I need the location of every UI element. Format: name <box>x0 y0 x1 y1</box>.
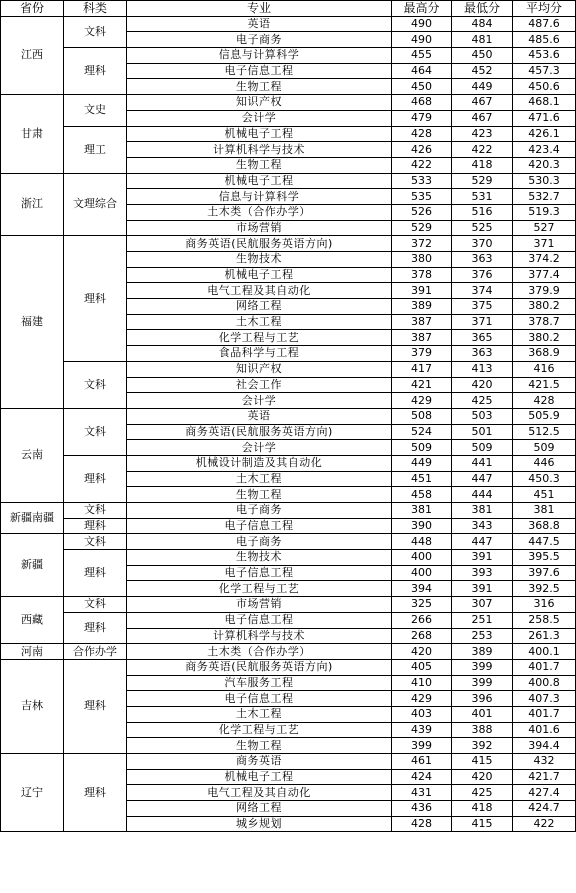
max-score-cell: 450 <box>392 79 452 95</box>
category-cell: 理科 <box>64 612 127 643</box>
major-cell: 机械设计制造及其自动化 <box>127 455 392 471</box>
table-row <box>1 597 576 613</box>
avg-score-cell: 519.3 <box>513 204 576 220</box>
max-score-cell: 426 <box>392 142 452 158</box>
min-score-cell: 452 <box>452 63 513 79</box>
max-score-cell: 394 <box>392 581 452 597</box>
category-cell: 理科 <box>64 659 127 753</box>
max-score-cell: 533 <box>392 173 452 189</box>
min-score-cell: 509 <box>452 440 513 456</box>
province-cell: 西藏 <box>1 597 64 644</box>
province-cell: 福建 <box>1 236 64 409</box>
major-cell: 网络工程 <box>127 801 392 817</box>
major-cell: 计算机科学与技术 <box>127 628 392 644</box>
avg-score-cell: 392.5 <box>513 581 576 597</box>
avg-score-cell: 509 <box>513 440 576 456</box>
province-cell: 吉林 <box>1 659 64 753</box>
major-cell: 机械电子工程 <box>127 173 392 189</box>
min-score-cell: 371 <box>452 314 513 330</box>
avg-score-cell: 512.5 <box>513 424 576 440</box>
major-cell: 知识产权 <box>127 361 392 377</box>
avg-score-cell: 407.3 <box>513 691 576 707</box>
min-score-cell: 401 <box>452 706 513 722</box>
avg-score-cell: 424.7 <box>513 801 576 817</box>
avg-score-cell: 485.6 <box>513 32 576 48</box>
table-row <box>1 95 576 111</box>
avg-score-cell: 316 <box>513 597 576 613</box>
table-row <box>1 503 576 519</box>
avg-score-cell: 374.2 <box>513 252 576 268</box>
max-score-cell: 380 <box>392 252 452 268</box>
category-cell: 文科 <box>64 534 127 550</box>
min-score-cell: 467 <box>452 110 513 126</box>
province-cell: 辽宁 <box>1 754 64 832</box>
min-score-cell: 481 <box>452 32 513 48</box>
table-row <box>1 173 576 189</box>
avg-score-cell: 428 <box>513 393 576 409</box>
avg-score-cell: 420.3 <box>513 157 576 173</box>
major-cell: 商务英语(民航服务英语方向) <box>127 424 392 440</box>
min-score-cell: 425 <box>452 785 513 801</box>
max-score-cell: 439 <box>392 722 452 738</box>
avg-score-cell: 261.3 <box>513 628 576 644</box>
major-cell: 商务英语(民航服务英语方向) <box>127 659 392 675</box>
min-score-cell: 467 <box>452 95 513 111</box>
major-cell: 英语 <box>127 408 392 424</box>
min-score-cell: 251 <box>452 612 513 628</box>
max-score-cell: 410 <box>392 675 452 691</box>
category-cell: 文科 <box>64 597 127 613</box>
table-row <box>1 754 576 770</box>
max-score-cell: 422 <box>392 157 452 173</box>
max-score-cell: 455 <box>392 48 452 64</box>
min-score-cell: 389 <box>452 644 513 660</box>
min-score-cell: 391 <box>452 581 513 597</box>
major-cell: 信息与计算科学 <box>127 189 392 205</box>
avg-score-cell: 368.9 <box>513 346 576 362</box>
header-avg-score: 平均分 <box>513 1 576 17</box>
max-score-cell: 420 <box>392 644 452 660</box>
max-score-cell: 429 <box>392 691 452 707</box>
avg-score-cell: 421.7 <box>513 769 576 785</box>
min-score-cell: 531 <box>452 189 513 205</box>
max-score-cell: 524 <box>392 424 452 440</box>
max-score-cell: 479 <box>392 110 452 126</box>
max-score-cell: 436 <box>392 801 452 817</box>
min-score-cell: 413 <box>452 361 513 377</box>
min-score-cell: 425 <box>452 393 513 409</box>
category-cell: 文科 <box>64 361 127 408</box>
max-score-cell: 429 <box>392 393 452 409</box>
major-cell: 电子信息工程 <box>127 63 392 79</box>
major-cell: 电子信息工程 <box>127 518 392 534</box>
min-score-cell: 415 <box>452 754 513 770</box>
min-score-cell: 388 <box>452 722 513 738</box>
major-cell: 电子信息工程 <box>127 612 392 628</box>
category-cell: 合作办学 <box>64 644 127 660</box>
category-cell: 文科 <box>64 16 127 47</box>
category-cell: 理科 <box>64 550 127 597</box>
min-score-cell: 393 <box>452 565 513 581</box>
major-cell: 生物工程 <box>127 79 392 95</box>
avg-score-cell: 377.4 <box>513 267 576 283</box>
max-score-cell: 400 <box>392 565 452 581</box>
avg-score-cell: 258.5 <box>513 612 576 628</box>
min-score-cell: 399 <box>452 675 513 691</box>
table-row <box>1 455 576 471</box>
avg-score-cell: 401.6 <box>513 722 576 738</box>
max-score-cell: 372 <box>392 236 452 252</box>
table-row <box>1 16 576 32</box>
avg-score-cell: 423.4 <box>513 142 576 158</box>
min-score-cell: 444 <box>452 487 513 503</box>
min-score-cell: 392 <box>452 738 513 754</box>
avg-score-cell: 527 <box>513 220 576 236</box>
major-cell: 商务英语(民航服务英语方向) <box>127 236 392 252</box>
major-cell: 社会工作 <box>127 377 392 393</box>
min-score-cell: 374 <box>452 283 513 299</box>
max-score-cell: 428 <box>392 126 452 142</box>
min-score-cell: 415 <box>452 816 513 832</box>
min-score-cell: 399 <box>452 659 513 675</box>
min-score-cell: 418 <box>452 801 513 817</box>
major-cell: 机械电子工程 <box>127 769 392 785</box>
major-cell: 市场营销 <box>127 597 392 613</box>
major-cell: 化学工程与工艺 <box>127 722 392 738</box>
max-score-cell: 268 <box>392 628 452 644</box>
max-score-cell: 391 <box>392 283 452 299</box>
major-cell: 土木工程 <box>127 314 392 330</box>
major-cell: 汽车服务工程 <box>127 675 392 691</box>
max-score-cell: 529 <box>392 220 452 236</box>
table-row <box>1 48 576 64</box>
category-cell: 文理综合 <box>64 173 127 236</box>
major-cell: 机械电子工程 <box>127 267 392 283</box>
header-major: 专业 <box>127 1 392 17</box>
category-cell: 文科 <box>64 503 127 519</box>
max-score-cell: 266 <box>392 612 452 628</box>
min-score-cell: 447 <box>452 534 513 550</box>
table-row <box>1 534 576 550</box>
major-cell: 土木类（合作办学） <box>127 644 392 660</box>
min-score-cell: 447 <box>452 471 513 487</box>
avg-score-cell: 397.6 <box>513 565 576 581</box>
max-score-cell: 448 <box>392 534 452 550</box>
table-row <box>1 659 576 675</box>
province-cell: 新疆 <box>1 534 64 597</box>
min-score-cell: 253 <box>452 628 513 644</box>
avg-score-cell: 394.4 <box>513 738 576 754</box>
table-row <box>1 550 576 566</box>
max-score-cell: 464 <box>392 63 452 79</box>
max-score-cell: 379 <box>392 346 452 362</box>
min-score-cell: 516 <box>452 204 513 220</box>
header-province: 省份 <box>1 1 64 17</box>
min-score-cell: 376 <box>452 267 513 283</box>
min-score-cell: 343 <box>452 518 513 534</box>
major-cell: 土木工程 <box>127 471 392 487</box>
major-cell: 市场营销 <box>127 220 392 236</box>
table-row <box>1 408 576 424</box>
table-body <box>1 16 576 832</box>
max-score-cell: 451 <box>392 471 452 487</box>
province-cell: 河南 <box>1 644 64 660</box>
min-score-cell: 363 <box>452 346 513 362</box>
max-score-cell: 424 <box>392 769 452 785</box>
table-row <box>1 612 576 628</box>
avg-score-cell: 446 <box>513 455 576 471</box>
category-cell: 理科 <box>64 236 127 362</box>
header-max-score: 最高分 <box>392 1 452 17</box>
min-score-cell: 529 <box>452 173 513 189</box>
table-row <box>1 518 576 534</box>
major-cell: 生物工程 <box>127 157 392 173</box>
major-cell: 计算机科学与技术 <box>127 142 392 158</box>
category-cell: 理工 <box>64 126 127 173</box>
major-cell: 生物技术 <box>127 550 392 566</box>
avg-score-cell: 421.5 <box>513 377 576 393</box>
major-cell: 电气工程及其自动化 <box>127 283 392 299</box>
avg-score-cell: 400.8 <box>513 675 576 691</box>
max-score-cell: 400 <box>392 550 452 566</box>
avg-score-cell: 427.4 <box>513 785 576 801</box>
category-cell: 理科 <box>64 48 127 95</box>
avg-score-cell: 368.8 <box>513 518 576 534</box>
min-score-cell: 396 <box>452 691 513 707</box>
major-cell: 土木类（合作办学） <box>127 204 392 220</box>
avg-score-cell: 487.6 <box>513 16 576 32</box>
header-min-score: 最低分 <box>452 1 513 17</box>
category-cell: 文科 <box>64 408 127 455</box>
avg-score-cell: 468.1 <box>513 95 576 111</box>
max-score-cell: 428 <box>392 816 452 832</box>
max-score-cell: 449 <box>392 455 452 471</box>
avg-score-cell: 400.1 <box>513 644 576 660</box>
avg-score-cell: 378.7 <box>513 314 576 330</box>
min-score-cell: 422 <box>452 142 513 158</box>
avg-score-cell: 450.6 <box>513 79 576 95</box>
max-score-cell: 325 <box>392 597 452 613</box>
avg-score-cell: 416 <box>513 361 576 377</box>
major-cell: 生物工程 <box>127 738 392 754</box>
min-score-cell: 423 <box>452 126 513 142</box>
min-score-cell: 420 <box>452 377 513 393</box>
max-score-cell: 421 <box>392 377 452 393</box>
max-score-cell: 490 <box>392 32 452 48</box>
min-score-cell: 450 <box>452 48 513 64</box>
major-cell: 会计学 <box>127 393 392 409</box>
max-score-cell: 389 <box>392 299 452 315</box>
max-score-cell: 387 <box>392 330 452 346</box>
max-score-cell: 468 <box>392 95 452 111</box>
max-score-cell: 405 <box>392 659 452 675</box>
category-cell: 理科 <box>64 455 127 502</box>
max-score-cell: 461 <box>392 754 452 770</box>
max-score-cell: 431 <box>392 785 452 801</box>
min-score-cell: 418 <box>452 157 513 173</box>
max-score-cell: 387 <box>392 314 452 330</box>
table-row <box>1 644 576 660</box>
max-score-cell: 526 <box>392 204 452 220</box>
avg-score-cell: 380.2 <box>513 299 576 315</box>
table-row <box>1 126 576 142</box>
avg-score-cell: 381 <box>513 503 576 519</box>
province-cell: 浙江 <box>1 173 64 236</box>
major-cell: 电子信息工程 <box>127 691 392 707</box>
avg-score-cell: 453.6 <box>513 48 576 64</box>
min-score-cell: 441 <box>452 455 513 471</box>
avg-score-cell: 505.9 <box>513 408 576 424</box>
avg-score-cell: 401.7 <box>513 706 576 722</box>
min-score-cell: 370 <box>452 236 513 252</box>
major-cell: 电子商务 <box>127 503 392 519</box>
header-row <box>1 1 576 17</box>
major-cell: 食品科学与工程 <box>127 346 392 362</box>
min-score-cell: 484 <box>452 16 513 32</box>
max-score-cell: 399 <box>392 738 452 754</box>
max-score-cell: 490 <box>392 16 452 32</box>
min-score-cell: 503 <box>452 408 513 424</box>
min-score-cell: 391 <box>452 550 513 566</box>
major-cell: 城乡规划 <box>127 816 392 832</box>
category-cell: 理科 <box>64 518 127 534</box>
major-cell: 电气工程及其自动化 <box>127 785 392 801</box>
major-cell: 会计学 <box>127 110 392 126</box>
major-cell: 会计学 <box>127 440 392 456</box>
header-category: 科类 <box>64 1 127 17</box>
major-cell: 机械电子工程 <box>127 126 392 142</box>
major-cell: 化学工程与工艺 <box>127 581 392 597</box>
major-cell: 知识产权 <box>127 95 392 111</box>
major-cell: 生物工程 <box>127 487 392 503</box>
major-cell: 信息与计算科学 <box>127 48 392 64</box>
avg-score-cell: 426.1 <box>513 126 576 142</box>
max-score-cell: 508 <box>392 408 452 424</box>
min-score-cell: 375 <box>452 299 513 315</box>
avg-score-cell: 532.7 <box>513 189 576 205</box>
province-cell: 江西 <box>1 16 64 94</box>
avg-score-cell: 530.3 <box>513 173 576 189</box>
min-score-cell: 365 <box>452 330 513 346</box>
max-score-cell: 417 <box>392 361 452 377</box>
avg-score-cell: 432 <box>513 754 576 770</box>
major-cell: 电子商务 <box>127 534 392 550</box>
max-score-cell: 509 <box>392 440 452 456</box>
province-cell: 云南 <box>1 408 64 502</box>
avg-score-cell: 379.9 <box>513 283 576 299</box>
avg-score-cell: 471.6 <box>513 110 576 126</box>
major-cell: 网络工程 <box>127 299 392 315</box>
major-cell: 电子信息工程 <box>127 565 392 581</box>
province-cell: 甘肃 <box>1 95 64 173</box>
avg-score-cell: 447.5 <box>513 534 576 550</box>
min-score-cell: 363 <box>452 252 513 268</box>
avg-score-cell: 380.2 <box>513 330 576 346</box>
max-score-cell: 390 <box>392 518 452 534</box>
min-score-cell: 420 <box>452 769 513 785</box>
avg-score-cell: 450.3 <box>513 471 576 487</box>
category-cell: 理科 <box>64 754 127 832</box>
max-score-cell: 403 <box>392 706 452 722</box>
avg-score-cell: 401.7 <box>513 659 576 675</box>
major-cell: 化学工程与工艺 <box>127 330 392 346</box>
avg-score-cell: 422 <box>513 816 576 832</box>
avg-score-cell: 371 <box>513 236 576 252</box>
avg-score-cell: 457.3 <box>513 63 576 79</box>
avg-score-cell: 395.5 <box>513 550 576 566</box>
max-score-cell: 458 <box>392 487 452 503</box>
min-score-cell: 381 <box>452 503 513 519</box>
max-score-cell: 535 <box>392 189 452 205</box>
min-score-cell: 307 <box>452 597 513 613</box>
max-score-cell: 381 <box>392 503 452 519</box>
major-cell: 电子商务 <box>127 32 392 48</box>
major-cell: 商务英语 <box>127 754 392 770</box>
avg-score-cell: 451 <box>513 487 576 503</box>
major-cell: 土木工程 <box>127 706 392 722</box>
min-score-cell: 525 <box>452 220 513 236</box>
category-cell: 文史 <box>64 95 127 126</box>
major-cell: 英语 <box>127 16 392 32</box>
table-row <box>1 236 576 252</box>
province-cell: 新疆南疆 <box>1 503 64 534</box>
table-row <box>1 361 576 377</box>
min-score-cell: 501 <box>452 424 513 440</box>
max-score-cell: 378 <box>392 267 452 283</box>
min-score-cell: 449 <box>452 79 513 95</box>
major-cell: 生物技术 <box>127 252 392 268</box>
